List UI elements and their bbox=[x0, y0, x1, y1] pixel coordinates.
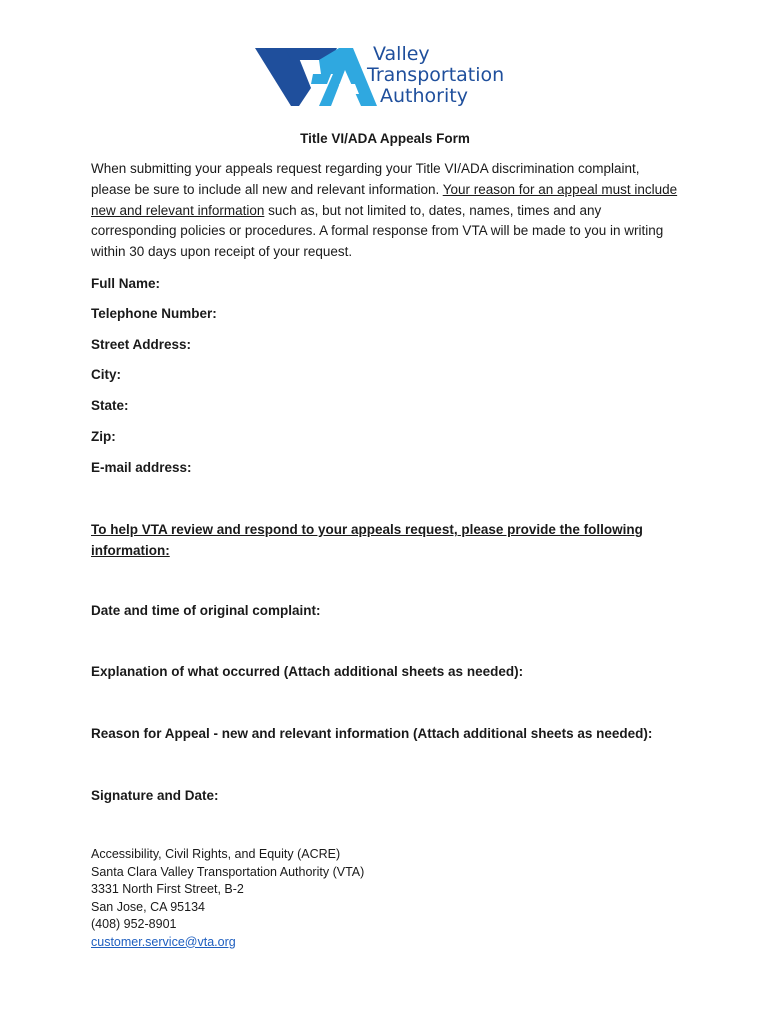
address-line-4: San Jose, CA 95134 bbox=[91, 899, 205, 914]
signature-date-label: Signature and Date: bbox=[91, 788, 219, 803]
logo-wordmark bbox=[367, 44, 504, 107]
address-line-3: 3331 North First Street, B-2 bbox=[91, 882, 244, 896]
intro-paragraph bbox=[91, 159, 681, 263]
form-title: Title VI/ADA Appeals Form bbox=[300, 131, 470, 146]
logo-line-3: Authority bbox=[380, 85, 468, 107]
reason-label: Reason for Appeal - new and relevant information (Attach additional sheets as needed): bbox=[91, 726, 653, 741]
email-label: E-mail address: bbox=[91, 460, 192, 475]
contact-email-link[interactable]: customer.service@vta.org bbox=[91, 934, 236, 949]
intro-underlined-text: Your reason for an appeal must include new and relevant information bbox=[91, 181, 678, 218]
explanation-label: Explanation of what occurred (Attach additional sheets as needed): bbox=[91, 664, 524, 679]
state-label: State: bbox=[91, 398, 129, 413]
street-address-label: Street Address: bbox=[91, 337, 192, 352]
logo-line-1: Valley bbox=[373, 43, 430, 65]
contact-address bbox=[91, 846, 364, 951]
help-instructions: To help VTA review and respond to your appeals request, please provide the following information: bbox=[91, 522, 643, 558]
vta-logo-mark-icon bbox=[255, 44, 385, 110]
intro-text-2: such as, but not limited to, dates, names, times and any corresponding policies or procedures. A formal response from VTA will be made to you in writing within 30 days upon receipt of your request. bbox=[91, 202, 664, 260]
full-name-label: Full Name: bbox=[91, 276, 161, 291]
vta-logo bbox=[255, 44, 517, 110]
city-label: City: bbox=[91, 367, 121, 382]
logo-line-2: Transportation bbox=[367, 64, 505, 86]
date-time-label: Date and time of original complaint: bbox=[91, 603, 321, 618]
address-line-2: Santa Clara Valley Transportation Authority (VTA) bbox=[91, 864, 365, 879]
zip-label: Zip: bbox=[91, 429, 116, 444]
address-line-1: Accessibility, Civil Rights, and Equity (ACRE) bbox=[91, 847, 341, 861]
address-phone: (408) 952-8901 bbox=[91, 917, 177, 931]
intro-text-1: When submitting your appeals request regarding your Title VI/ADA discrimination complaint, please be sure to include all new and relevant information. bbox=[91, 161, 640, 197]
telephone-label: Telephone Number: bbox=[91, 306, 217, 321]
